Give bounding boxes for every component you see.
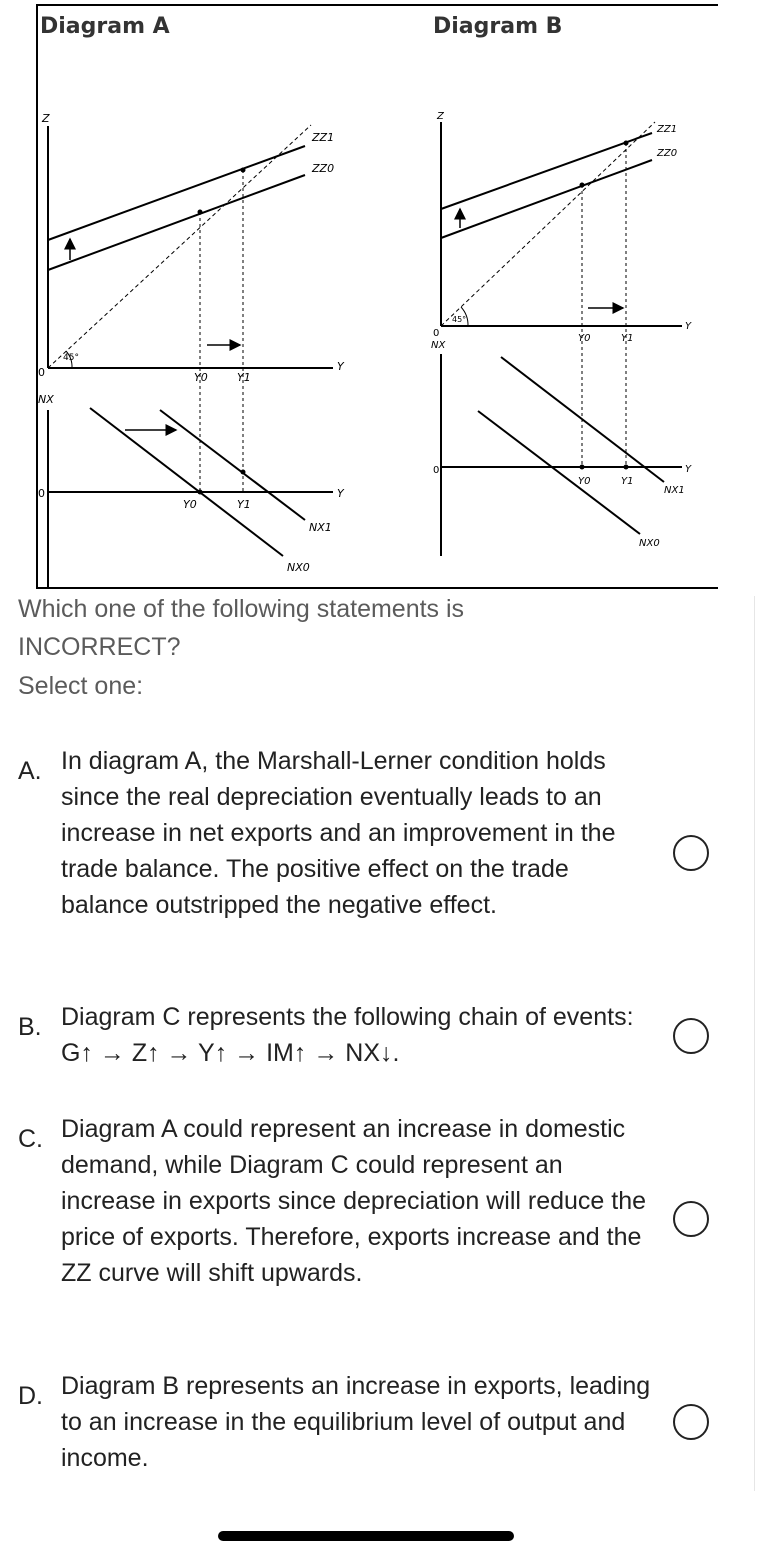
diagram-b-y0-label: Y0 [578, 333, 591, 344]
diagram-b-y1-label: Y1 [621, 333, 634, 344]
diagram-b-nx-point-1 [624, 465, 629, 470]
diagram-a-zz0-label: ZZ0 [312, 162, 335, 175]
diagram-a-nx-point-1 [241, 470, 246, 475]
diagram-a-zz0-line [48, 175, 305, 270]
diagram-a-nx1-label: NX1 [309, 521, 332, 534]
option-b-text[interactable]: Diagram C represents the following chain of events: G↑ → Z↑ → Y↑ → IM↑ → NX↓. [61, 1003, 634, 1067]
diagram-b-angle-label: 45° [452, 315, 467, 324]
diagram-b-zz1-label: ZZ1 [657, 124, 678, 135]
option-a-letter: A. [18, 757, 42, 785]
diagram-a-y1-bottom-label: Y1 [237, 498, 251, 511]
diagram-a-zz1-line [48, 146, 305, 240]
diagram-a-y0-bottom-label: Y0 [183, 498, 197, 511]
diagram-a-z-label: Z [42, 112, 50, 125]
option-d-letter: D. [18, 1382, 43, 1410]
option-a-text[interactable]: In diagram A, the Marshall-Lerner condition holds since the real depreciation eventually leads to an increase in net exports and an improvement in the trade balance. The positive effect on the trade balance outstripped the negative effect. [61, 747, 616, 919]
diagram-b-nx0-line [478, 411, 640, 534]
diagram-a-nx-point-0 [198, 490, 203, 495]
diagram-a-y-label: Y [337, 360, 344, 373]
diagram-a-y0-label: Y0 [194, 371, 208, 384]
diagram-b-y1-bottom-label: Y1 [621, 476, 634, 487]
diagram-a-origin-bottom: 0 [38, 487, 45, 500]
diagram-b-y-label: Y [685, 321, 692, 332]
option-d-radio[interactable] [673, 1404, 709, 1440]
diagrams-figure [0, 0, 779, 600]
option-b-radio[interactable] [673, 1018, 709, 1054]
diagram-b-45-line [441, 122, 655, 326]
diagram-b-origin-bottom: 0 [433, 465, 440, 476]
diagram-b-title: Diagram B [433, 14, 563, 39]
diagram-a-y1-label: Y1 [237, 371, 251, 384]
diagram-a-nx-label: NX [38, 393, 54, 406]
diagram-a-origin-top: 0 [38, 366, 45, 379]
option-c-text[interactable]: Diagram A could represent an increase in domestic demand, while Diagram C could represent an increase in exports since depreciation will reduce the price of exports. Therefore, exports increase and the ZZ curve will shift upwards. [61, 1115, 647, 1287]
scroll-edge-divider [754, 596, 755, 1491]
diagram-a-title: Diagram A [40, 14, 170, 39]
diagram-b-y0-bottom-label: Y0 [578, 476, 591, 487]
question-text: Which one of the following statements is INCORRECT? [18, 595, 465, 661]
diagram-a-nx1-line [160, 410, 305, 520]
diagram-b-nx0-label: NX0 [639, 538, 660, 549]
option-b-letter: B. [18, 1013, 42, 1041]
option-c-radio[interactable] [673, 1201, 709, 1237]
option-c-letter: C. [18, 1125, 43, 1153]
option-a-radio[interactable] [673, 835, 709, 871]
select-one-label: Select one: [18, 672, 144, 700]
diagram-b-z-label: Z [437, 111, 444, 122]
diagram-b-origin-top: 0 [433, 328, 440, 339]
diagram-a-bottom-y-label: Y [337, 487, 344, 500]
diagram-a-nx0-label: NX0 [287, 561, 310, 574]
home-indicator[interactable] [218, 1531, 514, 1541]
diagram-b-nx-point-0 [580, 465, 585, 470]
diagram-a-45-line [48, 125, 311, 368]
diagram-a-angle-label: 45° [63, 353, 79, 363]
option-d-text[interactable]: Diagram B represents an increase in exports, leading to an increase in the equilibrium level of output and income. [61, 1372, 651, 1472]
diagram-b-nx-label: NX [431, 340, 446, 351]
diagram-b-zz0-label: ZZ0 [657, 148, 678, 159]
diagram-b-nx1-label: NX1 [664, 485, 685, 496]
diagram-b-bottom-y-label: Y [685, 464, 692, 475]
diagram-a-zz1-label: ZZ1 [312, 131, 335, 144]
